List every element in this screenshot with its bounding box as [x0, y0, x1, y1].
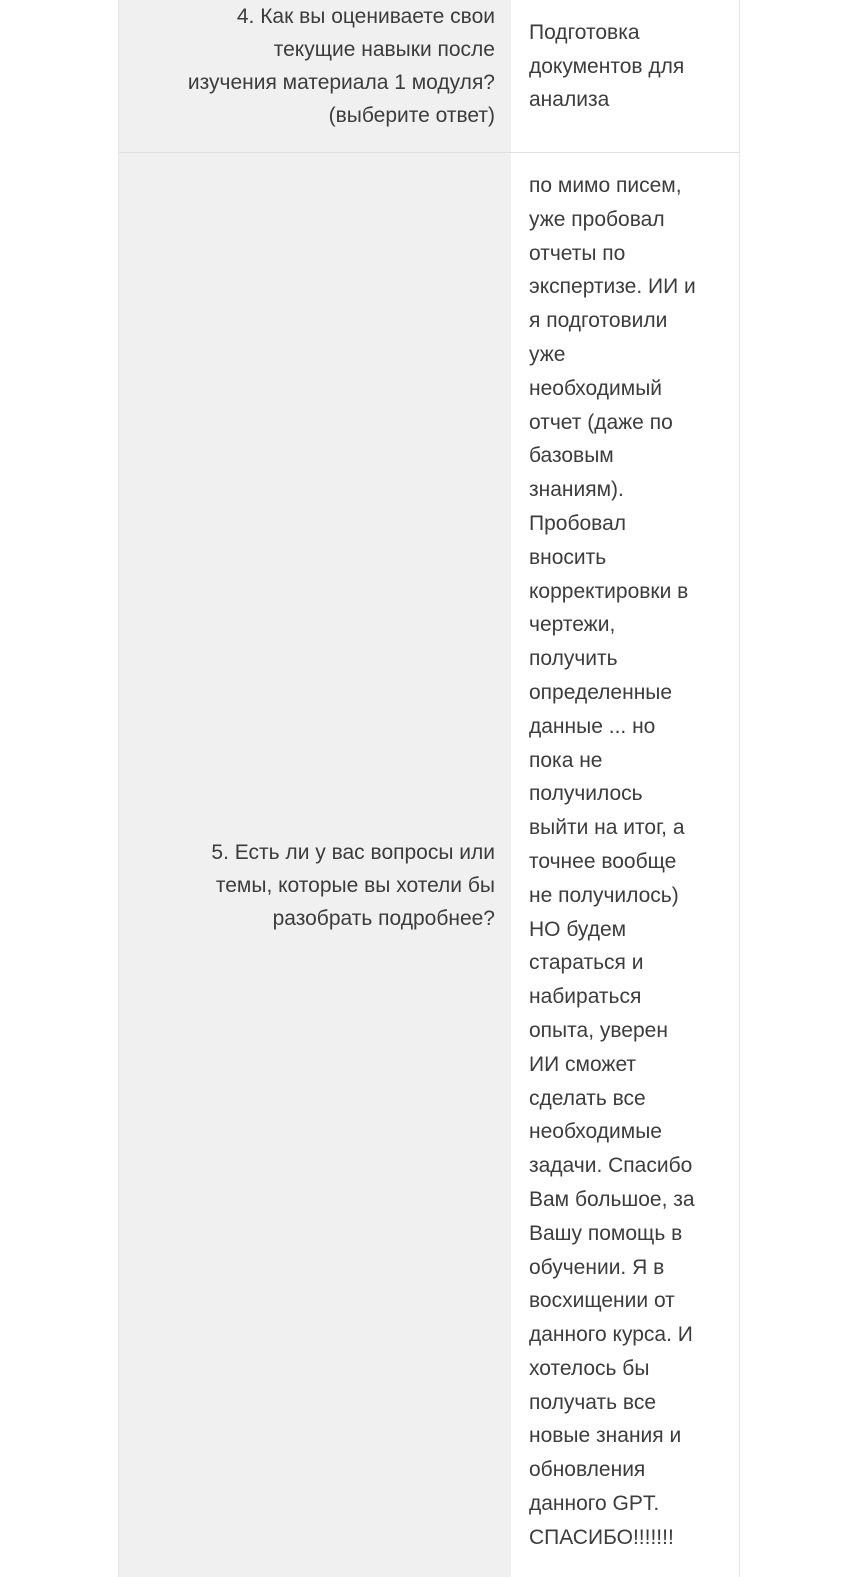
text-line: необходимый: [529, 376, 663, 400]
text-line: не получилось): [529, 883, 679, 907]
table-row: [119, 153, 739, 1577]
text-line: Подготовка: [529, 21, 640, 44]
text-line: определенные: [529, 680, 673, 704]
text-line: базовым: [529, 444, 614, 468]
text-line: опыта, уверен: [529, 1018, 668, 1042]
text-line: обучении. Я в: [529, 1255, 665, 1279]
question-text: [188, 0, 495, 132]
text-line: анализа: [529, 88, 610, 111]
text-line: данного GPT.: [529, 1492, 660, 1516]
text-line: (выберите ответ): [328, 104, 495, 127]
text-line: отчеты по: [529, 241, 626, 265]
text-line: темы, которые вы хотели бы: [215, 873, 495, 897]
text-line: Вам большое, за: [529, 1187, 695, 1211]
text-line: пока не: [529, 748, 603, 772]
text-line: я подготовили: [529, 309, 668, 333]
text-line: 5. Есть ли у вас вопросы или: [211, 840, 495, 864]
text-line: текущие навыки после: [273, 38, 495, 61]
text-line: данного курса. И: [529, 1323, 693, 1347]
text-line: обновления: [529, 1458, 646, 1482]
text-line: уже: [529, 342, 566, 366]
text-line: получить: [529, 647, 618, 671]
text-line: 4. Как вы оцениваете свои: [236, 5, 495, 28]
text-line: сделать все: [529, 1086, 646, 1110]
text-line: вносить: [529, 545, 607, 569]
question-cell: [119, 153, 511, 1577]
text-line: разобрать подробнее?: [272, 906, 495, 930]
survey-table: [118, 0, 740, 1577]
text-line: по мимо писем,: [529, 174, 682, 197]
answer-cell: [511, 0, 739, 152]
text-line: отчет (даже по: [529, 410, 673, 434]
text-line: необходимые: [529, 1120, 662, 1144]
text-line: документов для: [529, 54, 685, 78]
text-line: точнее вообще: [529, 849, 677, 873]
text-line: чертежи,: [529, 613, 616, 637]
text-line: знаниям).: [529, 478, 624, 502]
text-line: задачи. Спасибо: [529, 1154, 693, 1178]
text-line: получать все: [529, 1390, 656, 1414]
text-line: экспертизе. ИИ и: [529, 275, 696, 299]
text-line: Вашу помощь в: [529, 1221, 683, 1245]
text-line: получилось: [529, 782, 643, 806]
text-line: СПАСИБО!!!!!!!: [529, 1525, 674, 1549]
question-cell: [119, 0, 511, 152]
text-line: стараться и: [529, 951, 644, 975]
text-line: набираться: [529, 985, 642, 1009]
text-line: уже пробовал: [529, 207, 665, 231]
table-row: [119, 0, 739, 153]
text-line: новые знания и: [529, 1424, 682, 1448]
answer-cell: [511, 153, 739, 1577]
text-line: НО будем: [529, 917, 627, 941]
text-line: ИИ сможет: [529, 1052, 637, 1076]
text-line: хотелось бы: [529, 1356, 650, 1380]
text-line: изучения материала 1 модуля?: [187, 71, 495, 94]
text-line: восхищении от: [529, 1289, 675, 1313]
text-line: Пробовал: [529, 511, 627, 535]
text-line: корректировки в: [529, 579, 689, 603]
question-text: [211, 836, 495, 935]
text-line: выйти на итог, а: [529, 816, 685, 840]
text-line: данные ... но: [529, 714, 656, 738]
